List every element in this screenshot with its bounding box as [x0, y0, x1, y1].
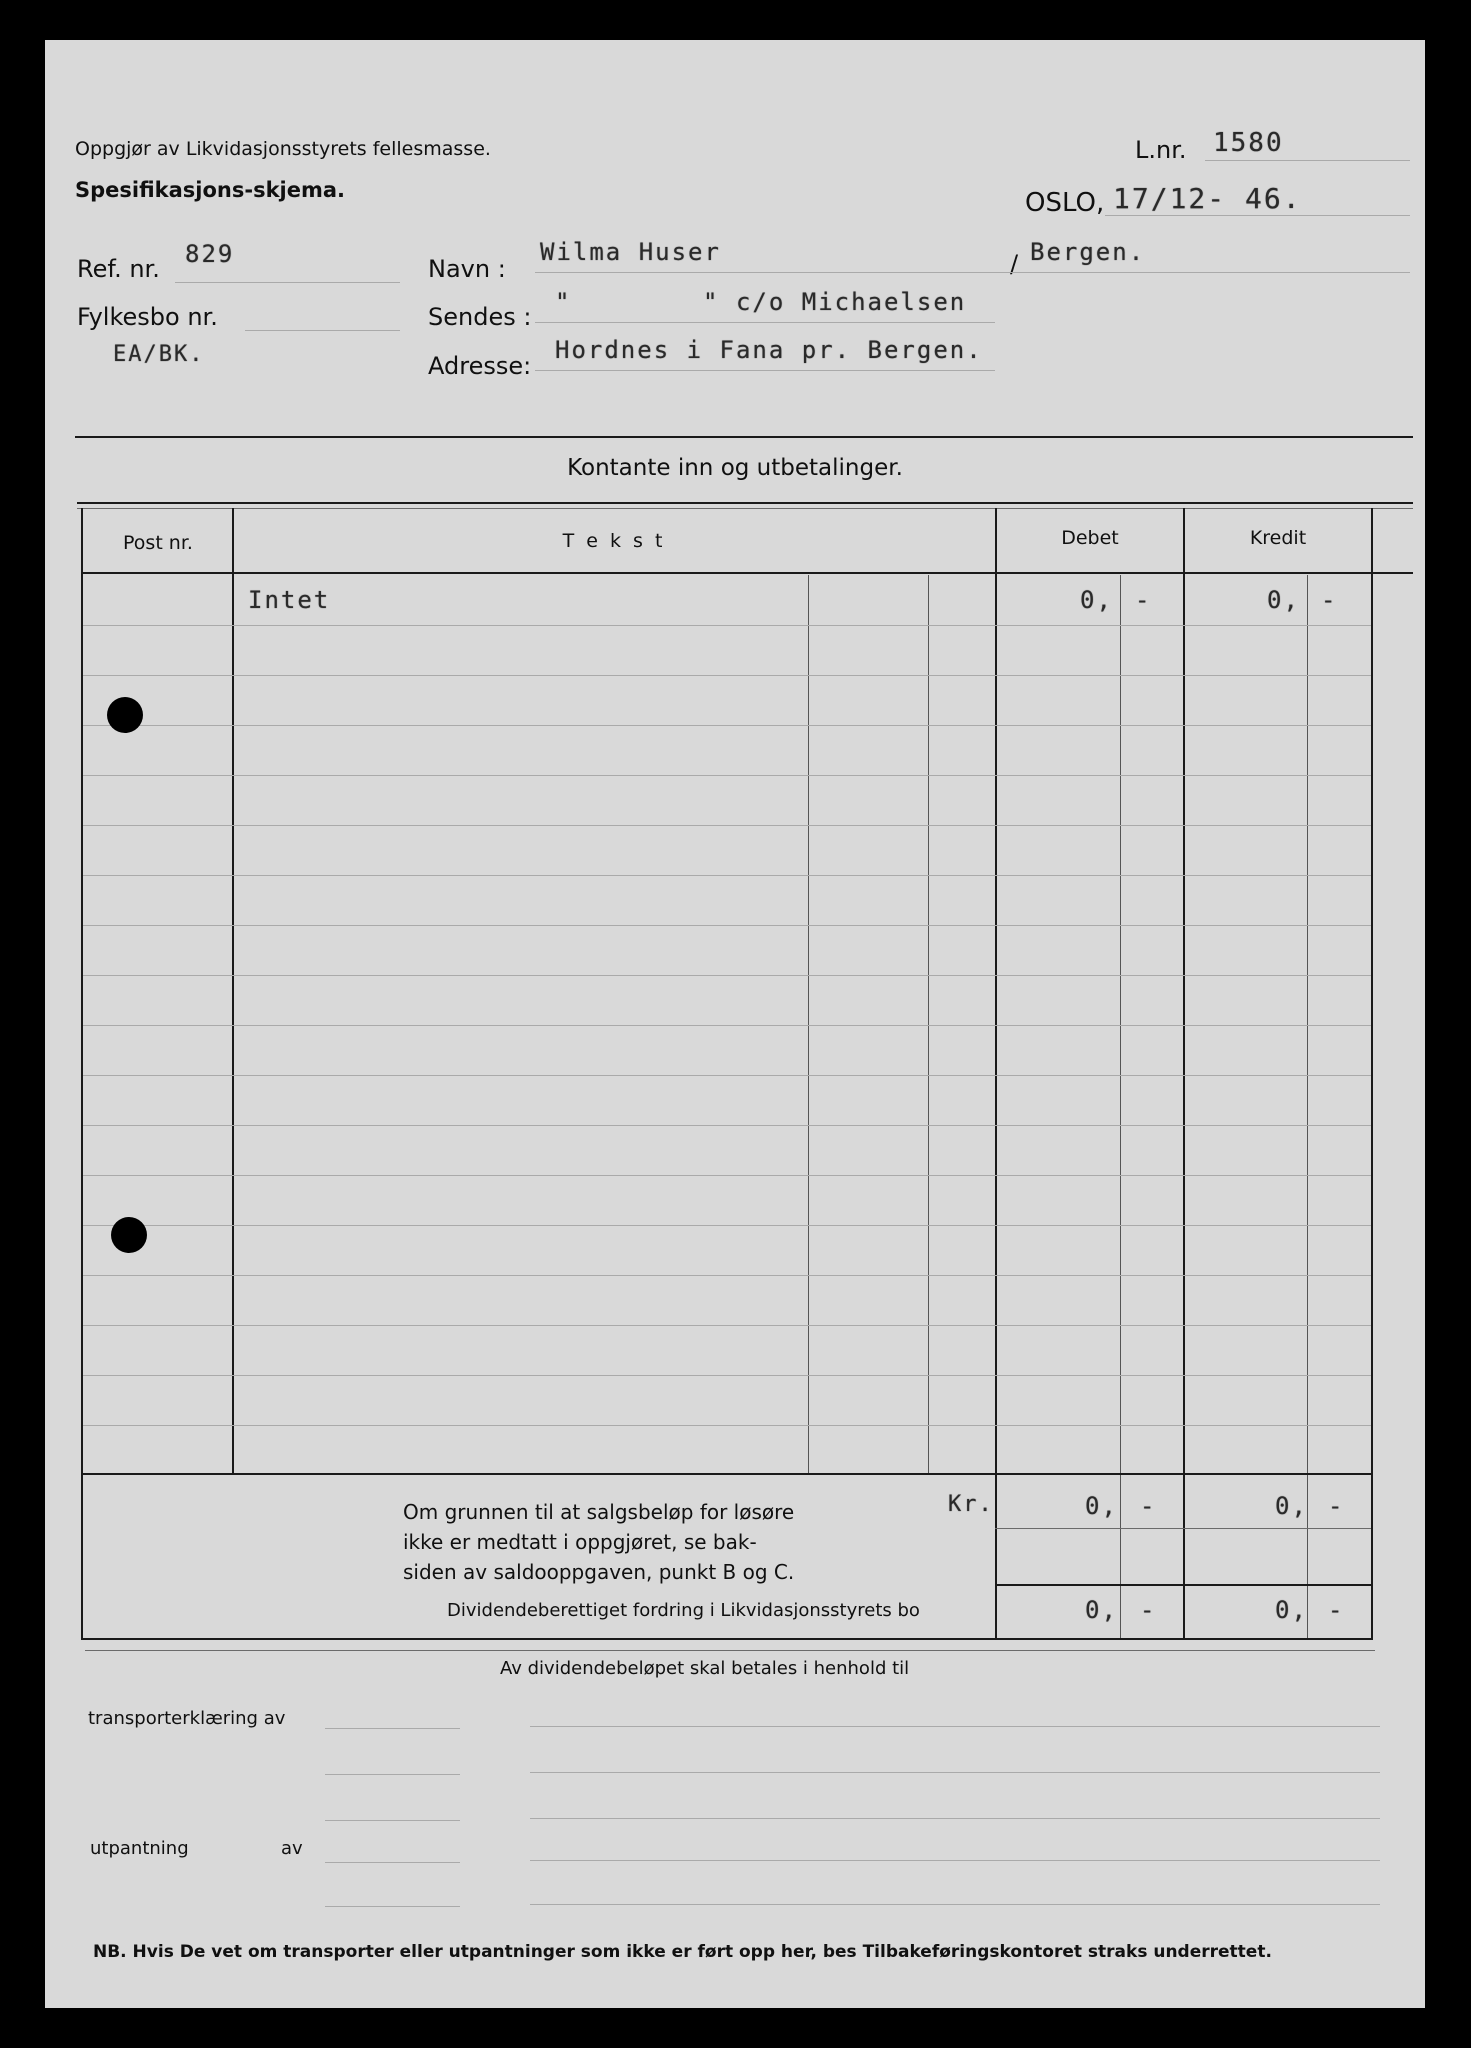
div-kredit: 0,	[1275, 1596, 1308, 1624]
navn-underline	[535, 272, 1410, 273]
col-header-post: Post nr.	[123, 532, 193, 554]
utpantning-av-label: av	[281, 1838, 303, 1859]
dividend-heading: Av dividendebeløpet skal betales i henhold til	[500, 1658, 910, 1679]
adresse-underline	[535, 370, 995, 371]
transport-line-1a	[325, 1728, 460, 1729]
fylkesbo-label: Fylkesbo nr.	[77, 303, 218, 331]
navn-separator: /	[1010, 250, 1019, 278]
sum-kredit: 0,	[1275, 1492, 1308, 1520]
row-kredit-dash: -	[1321, 586, 1338, 614]
section-title: Kontante inn og utbetalinger.	[567, 455, 903, 481]
row-rule	[83, 1175, 1371, 1176]
footer-note-line3: siden av saldooppgaven, punkt B og C.	[403, 1560, 795, 1584]
sum-debet: 0,	[1085, 1492, 1118, 1520]
table-left-border	[81, 508, 83, 1638]
transport-line-1b	[530, 1726, 1380, 1727]
row-rule	[83, 725, 1371, 726]
row-text: Intet	[248, 586, 331, 614]
date-underline	[1105, 215, 1410, 216]
ref-value: 829	[185, 240, 235, 268]
form-title: Oppgjør av Likvidasjonsstyrets fellesmasse.	[75, 138, 491, 160]
ref-label: Ref. nr.	[77, 255, 160, 283]
sendes-value: " " c/o Michaelsen	[555, 288, 967, 316]
fylkesbo-underline	[245, 330, 400, 331]
debet-kredit-divider	[1183, 508, 1185, 1638]
row-rule	[83, 675, 1371, 676]
div-debet-dash: -	[1140, 1596, 1157, 1624]
sum-debet-dash: -	[1140, 1492, 1157, 1520]
table-top-rule	[77, 502, 1413, 504]
row-rule	[83, 1025, 1371, 1026]
footer-note-line2: ikke er medtatt i oppgjøret, se bak-	[403, 1530, 757, 1554]
row-rule	[83, 1425, 1371, 1426]
footer-table-top-rule	[81, 1473, 1373, 1475]
adresse-label: Adresse:	[428, 352, 532, 380]
nb-note: NB. Hvis De vet om transporter eller utpantninger som ikke er ført opp her, bes Tilbakeføringskontoret straks underrettet.	[93, 1942, 1272, 1962]
row-rule	[83, 1375, 1371, 1376]
transport-label: transporterklæring av	[88, 1708, 286, 1729]
kr-label: Kr.	[948, 1492, 994, 1517]
row-rule	[83, 625, 1371, 626]
table-bottom-rule	[81, 1638, 1373, 1640]
row-rule	[83, 1125, 1371, 1126]
kredit-ore-divider	[1307, 575, 1308, 1638]
footer-mid-rule-debet	[995, 1528, 1371, 1529]
footer-note-line1: Om grunnen til at salgsbeløp for løsøre	[403, 1500, 795, 1524]
lnr-label: L.nr.	[1135, 136, 1187, 164]
sendes-label: Sendes :	[428, 303, 532, 331]
lnr-underline	[1205, 160, 1410, 161]
row-rule	[83, 1225, 1371, 1226]
transport-line-3b	[530, 1818, 1380, 1819]
row-rule	[83, 875, 1371, 876]
navn-label: Navn :	[428, 255, 506, 283]
utpantning-line-1a	[325, 1862, 460, 1863]
fylkesbo-value: EA/BK.	[113, 342, 205, 367]
transport-line-2b	[530, 1772, 1380, 1773]
col-header-debet: Debet	[1061, 527, 1119, 549]
tekst-debet-divider	[995, 508, 997, 1638]
row-debet-dash: -	[1135, 586, 1152, 614]
table-right-border	[1371, 508, 1373, 1638]
row-rule	[83, 975, 1371, 976]
row-kredit: 0,	[1267, 586, 1300, 614]
sum-kredit-dash: -	[1328, 1492, 1345, 1520]
adresse-value: Hordnes i Fana pr. Bergen.	[555, 336, 983, 364]
table-top-rule-inner	[77, 508, 1413, 509]
debet-ore-divider	[1120, 575, 1121, 1638]
dividend-label: Dividendeberettiget fordring i Likvidasjonsstyrets bo	[447, 1600, 920, 1621]
sendes-underline	[535, 322, 995, 323]
div-debet: 0,	[1085, 1596, 1118, 1624]
col-header-tekst: T e k s t	[562, 530, 666, 552]
punch-hole-top	[107, 697, 143, 733]
utpantning-line-2b	[530, 1904, 1380, 1905]
row-rule	[83, 1075, 1371, 1076]
lnr-value: 1580	[1213, 128, 1284, 158]
punch-hole-bottom	[111, 1217, 147, 1253]
date-value: 17/12- 46.	[1113, 182, 1302, 215]
col-header-kredit: Kredit	[1249, 527, 1307, 549]
utpantning-line-2a	[325, 1906, 460, 1907]
row-rule	[83, 825, 1371, 826]
tekst-sub-divider-2	[928, 575, 929, 1473]
transport-line-3a	[325, 1820, 460, 1821]
utpantning-label: utpantning	[90, 1838, 189, 1859]
navn-value: Wilma Huser	[540, 238, 721, 266]
tekst-sub-divider-1	[808, 575, 809, 1473]
row-rule	[83, 925, 1371, 926]
row-rule	[83, 775, 1371, 776]
div-kredit-dash: -	[1328, 1596, 1345, 1624]
ref-underline	[175, 282, 400, 283]
row-rule	[83, 1325, 1371, 1326]
form-sheet	[45, 40, 1425, 2008]
table-bottom-rule-outer	[85, 1650, 1375, 1651]
row-debet: 0,	[1080, 586, 1113, 614]
utpantning-line-1b	[530, 1860, 1380, 1861]
table-header-rule	[81, 572, 1413, 574]
navn-city: Bergen.	[1030, 238, 1146, 266]
footer-dividend-rule	[995, 1584, 1373, 1586]
transport-line-2a	[325, 1774, 460, 1775]
post-tekst-divider	[232, 508, 234, 1473]
section-rule	[75, 436, 1413, 438]
row-rule	[83, 1275, 1371, 1276]
form-subtitle: Spesifikasjons-skjema.	[75, 178, 346, 202]
oslo-label: OSLO,	[1025, 188, 1105, 218]
